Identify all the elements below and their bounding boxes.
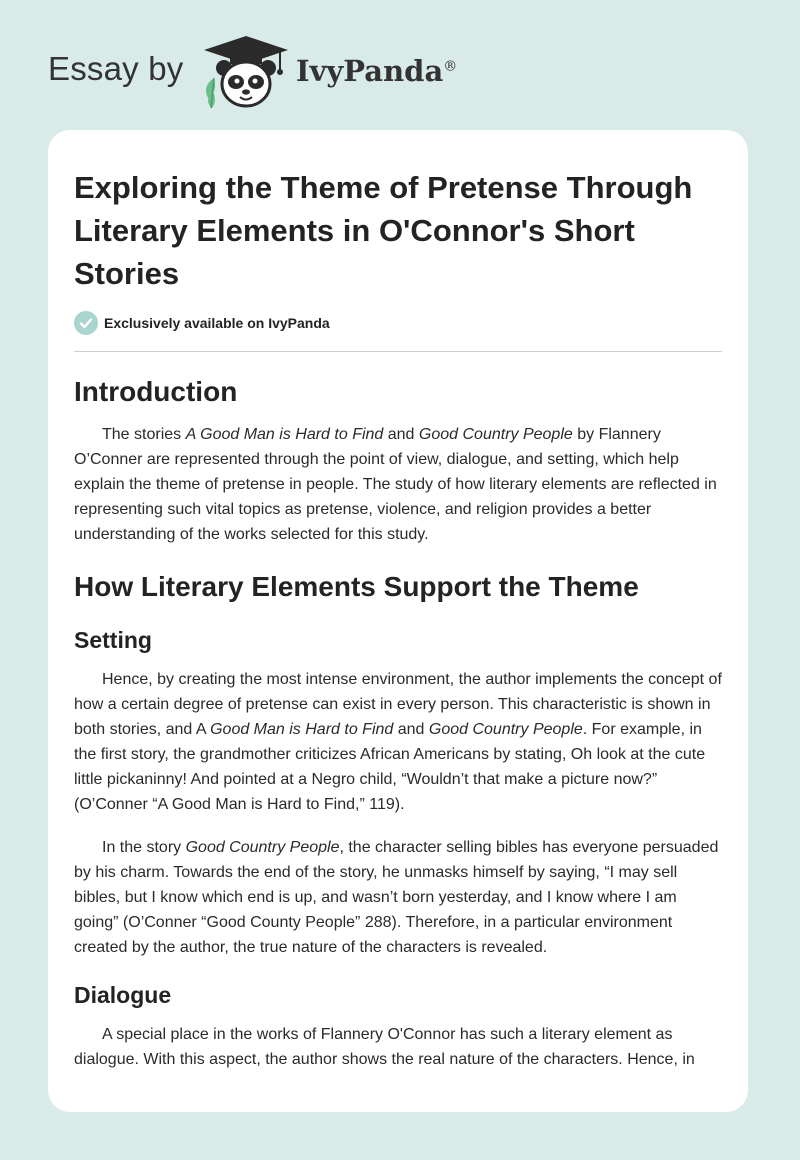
title-divider bbox=[74, 351, 722, 352]
essay-title: Exploring the Theme of Pretense Through Literary Elements in O'Connor's Short Stories bbox=[74, 170, 693, 291]
essay-by-label: Essay by bbox=[48, 50, 184, 87]
paragraph-dialogue-1: A special place in the works of Flannery O'Connor has such a literary element as dialogue. With this aspect, the author shows the real nature of the characters. Hence, in bbox=[74, 1026, 695, 1068]
check-mark-icon bbox=[79, 316, 93, 330]
brand-name[interactable] bbox=[296, 54, 457, 88]
heading-literary-elements: How Literary Elements Support the Theme bbox=[74, 571, 639, 602]
paragraph-setting-1: Hence, by creating the most intense environment, the author implements the concept of how a certain degree of pretense can exist in every person. This characteristic is shown in both stories, and A Good Man is Hard to Find and Good Country People. For example, in the first story, the grandmother criticizes African Americans by stating, Oh look at the cute little pickaninny! And pointed at a Negro child, “Wouldn’t that make a picture now?” (O’Conner “A Good Man is Hard to Find,” 119). bbox=[74, 671, 722, 813]
paragraph-setting-2: In the story Good Country People, the character selling bibles has everyone persuaded by his charm. Towards the end of the story, he unmasks himself by saying, “I may sell bibles, but I know which end is up, and wasn’t born yesterday, and I know where I am going” (O’Conner “Good County People” 288). Therefore, in a particular environment created by the author, the true nature of the characters is revealed. bbox=[74, 839, 719, 956]
essay-card bbox=[48, 130, 748, 1112]
paragraph-intro: The stories A Good Man is Hard to Find and Good Country People by Flannery O’Conner are represented through the point of view, dialogue, and setting, which help explain the theme of pretense in people. The study of how literary elements are reflected in representing such vital topics as pretense, violence, and religion provides a better understanding of the works selected for this study. bbox=[74, 426, 717, 543]
brand-name-text: IvyPanda bbox=[296, 54, 444, 88]
panda-logo-icon[interactable] bbox=[200, 34, 292, 110]
heading-setting: Setting bbox=[74, 627, 152, 653]
exclusive-badge-text: Exclusively available on IvyPanda bbox=[104, 315, 330, 331]
registered-mark: ® bbox=[443, 58, 458, 75]
check-circle-icon bbox=[74, 311, 98, 335]
heading-dialogue: Dialogue bbox=[74, 982, 172, 1008]
exclusive-badge bbox=[74, 311, 722, 335]
site-header bbox=[0, 0, 800, 130]
heading-introduction: Introduction bbox=[74, 376, 238, 407]
